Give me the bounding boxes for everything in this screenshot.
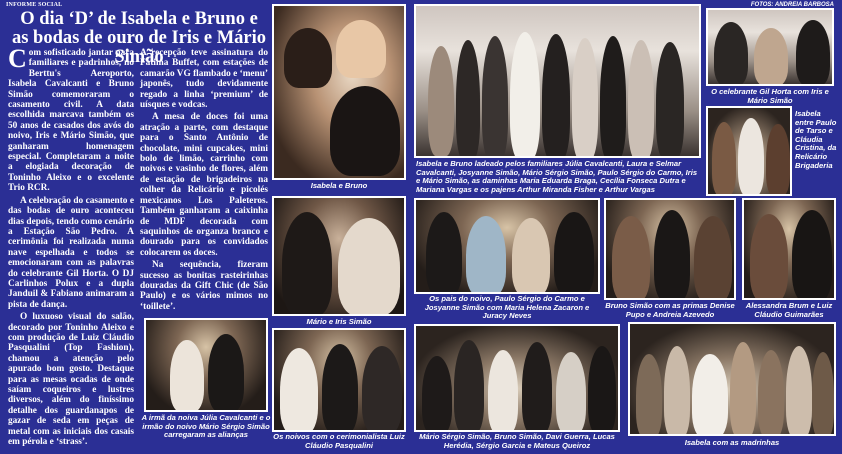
drop-cap: C — [8, 44, 27, 73]
article-headline: O dia ‘D’ de Isabela e Bruno e as bodas de ouro de Iris e Mário Simão — [11, 9, 267, 67]
photo-isabela-bruno — [272, 4, 406, 180]
paragraph-2: A celebração do casamento e das bodas de ouro aconteceu dias depois, tendo como cenário a Estação São Pedro. A cerimônia foi realizada numa nave espelhada e todos se emocionaram com as palavras do celebrante Gil Horta. O DJ Carlinhos Polux e a dupla Janduil & Fabiano animaram a pista de dança. — [8, 195, 134, 310]
caption-amigos: Mário Sérgio Simão, Bruno Simão, Davi Guerra, Lucas Herédia, Sérgio Garcia e Mateus Queiroz — [419, 432, 615, 450]
article-column-2 — [140, 48, 268, 320]
photo-mario-iris — [272, 196, 406, 316]
paragraph-6: Na sequência, fizeram sucesso as bonitas rasteirinhas douradas da Gift Chic (de São Paulo) e os vários mimos no ‘toillete’. — [140, 260, 268, 312]
photo-pais-noivo — [414, 198, 600, 294]
photo-credit: FOTOS: ANDREIA BARBOSA — [750, 2, 834, 8]
photo-family-group — [414, 4, 701, 158]
caption-aliancas: A irmã da noiva Júlia Cavalcanti e o irmão do noivo Mário Sérgio Simão carregaram as alianças — [141, 413, 271, 440]
photo-madrinhas — [628, 322, 836, 436]
photo-bruno-primas — [604, 198, 736, 300]
photo-celebrante — [706, 8, 834, 86]
section-tag: INFORME SOCIAL — [6, 2, 63, 8]
caption-celebrante: O celebrante Gil Horta com Iris e Mário Simão — [711, 87, 829, 105]
caption-cerimonialista: Os noivos com o cerimonialista Luiz Cláudio Pasqualini — [273, 432, 405, 450]
paragraph-3: O luxuoso visual do salão, decorado por Toninho Aleixo e com produção de Luiz Cláudio Pasqualini (Top Fashion), chamou a atenção pelo apurado bom gosto. Destaque para as mesas ocadas de onde saíam coqueiros e lustres diversos, além do finíssimo detalhe dos guardanapos de gazar de seda em peças de metal com as iniciais dos casais em pérola e ‘strass’. — [8, 312, 134, 448]
caption-mario-iris: Mário e Iris Simão — [306, 317, 372, 326]
photo-relicario — [706, 106, 792, 196]
paragraph-5: A mesa de doces foi uma atração a parte, com destaque para o Santo Antônio de chocolate, mini cupcakes, mini bolo de limão, carrinho com noivos e vasinho de flores, além de estação de brigadeiros na colher da Relicário e picolés mexicanos Los Paleteros. Também ganharam a caixinha de MDF decorada com saquinhos de organza branco e dourado para os convidados colocarem os doces. — [140, 112, 268, 258]
photo-cerimonialista — [272, 328, 406, 432]
photo-alessandra-luiz — [742, 198, 836, 300]
caption-alessandra-luiz: Alessandra Brum e Luiz Cláudio Guimarães — [745, 301, 833, 319]
caption-family-group: Isabela e Bruno ladeado pelos familiares Júlia Cavalcanti, Laura e Selmar Cavalcanti, Josyanne Simão, Mário Sérgio Simão, Paulo Sérgio do Carmo, Iris e Mário Simão, as daminhas Maria Eduarda Braga, Cecília Fonseca Dutra e Mariana Vargas e os pajens Arthur Miranda Fisher e Arthur Vargas — [416, 159, 698, 194]
caption-bruno-primas: Bruno Simão com as primas Denise Pupo e Andreia Azevedo — [605, 301, 735, 319]
paragraph-4: A recepção teve assinatura do Fátima Buffet, com estações de camarão VG flambado e ‘menu’ japonês, tudo devidamente regado a linha ‘premium’ de uísques e vodcas. — [140, 48, 268, 111]
article-column-1 — [8, 44, 134, 450]
caption-isabela-bruno: Isabela e Bruno — [310, 181, 368, 190]
caption-pais-noivo: Os pais do noivo, Paulo Sérgio do Carmo e Josyanne Simão com Maria Helena Zacaron e Juracy Neves — [424, 294, 590, 321]
caption-relicario: Isabela entre Paulo de Tarso e Cláudia Cristina, da Relicário Brigaderia — [795, 109, 837, 170]
photo-aliancas — [144, 318, 268, 412]
caption-madrinhas: Isabela com as madrinhas — [684, 438, 780, 447]
paragraph-1: Com sofisticado jantar para familiares e padrinhos, no Berttu's Aeroporto, Isabela Cavalcanti e Bruno Simão comemoraram o casamento civil. A data escolhida marcava também os 50 anos de casados dos avós do noivo, Iris e Mário Simão, que ganharam homenagem especial. Completaram a noite a elogiada decoração de Toninho Aleixo e o excelente Trio RCR. — [8, 44, 134, 194]
photo-amigos — [414, 324, 620, 432]
